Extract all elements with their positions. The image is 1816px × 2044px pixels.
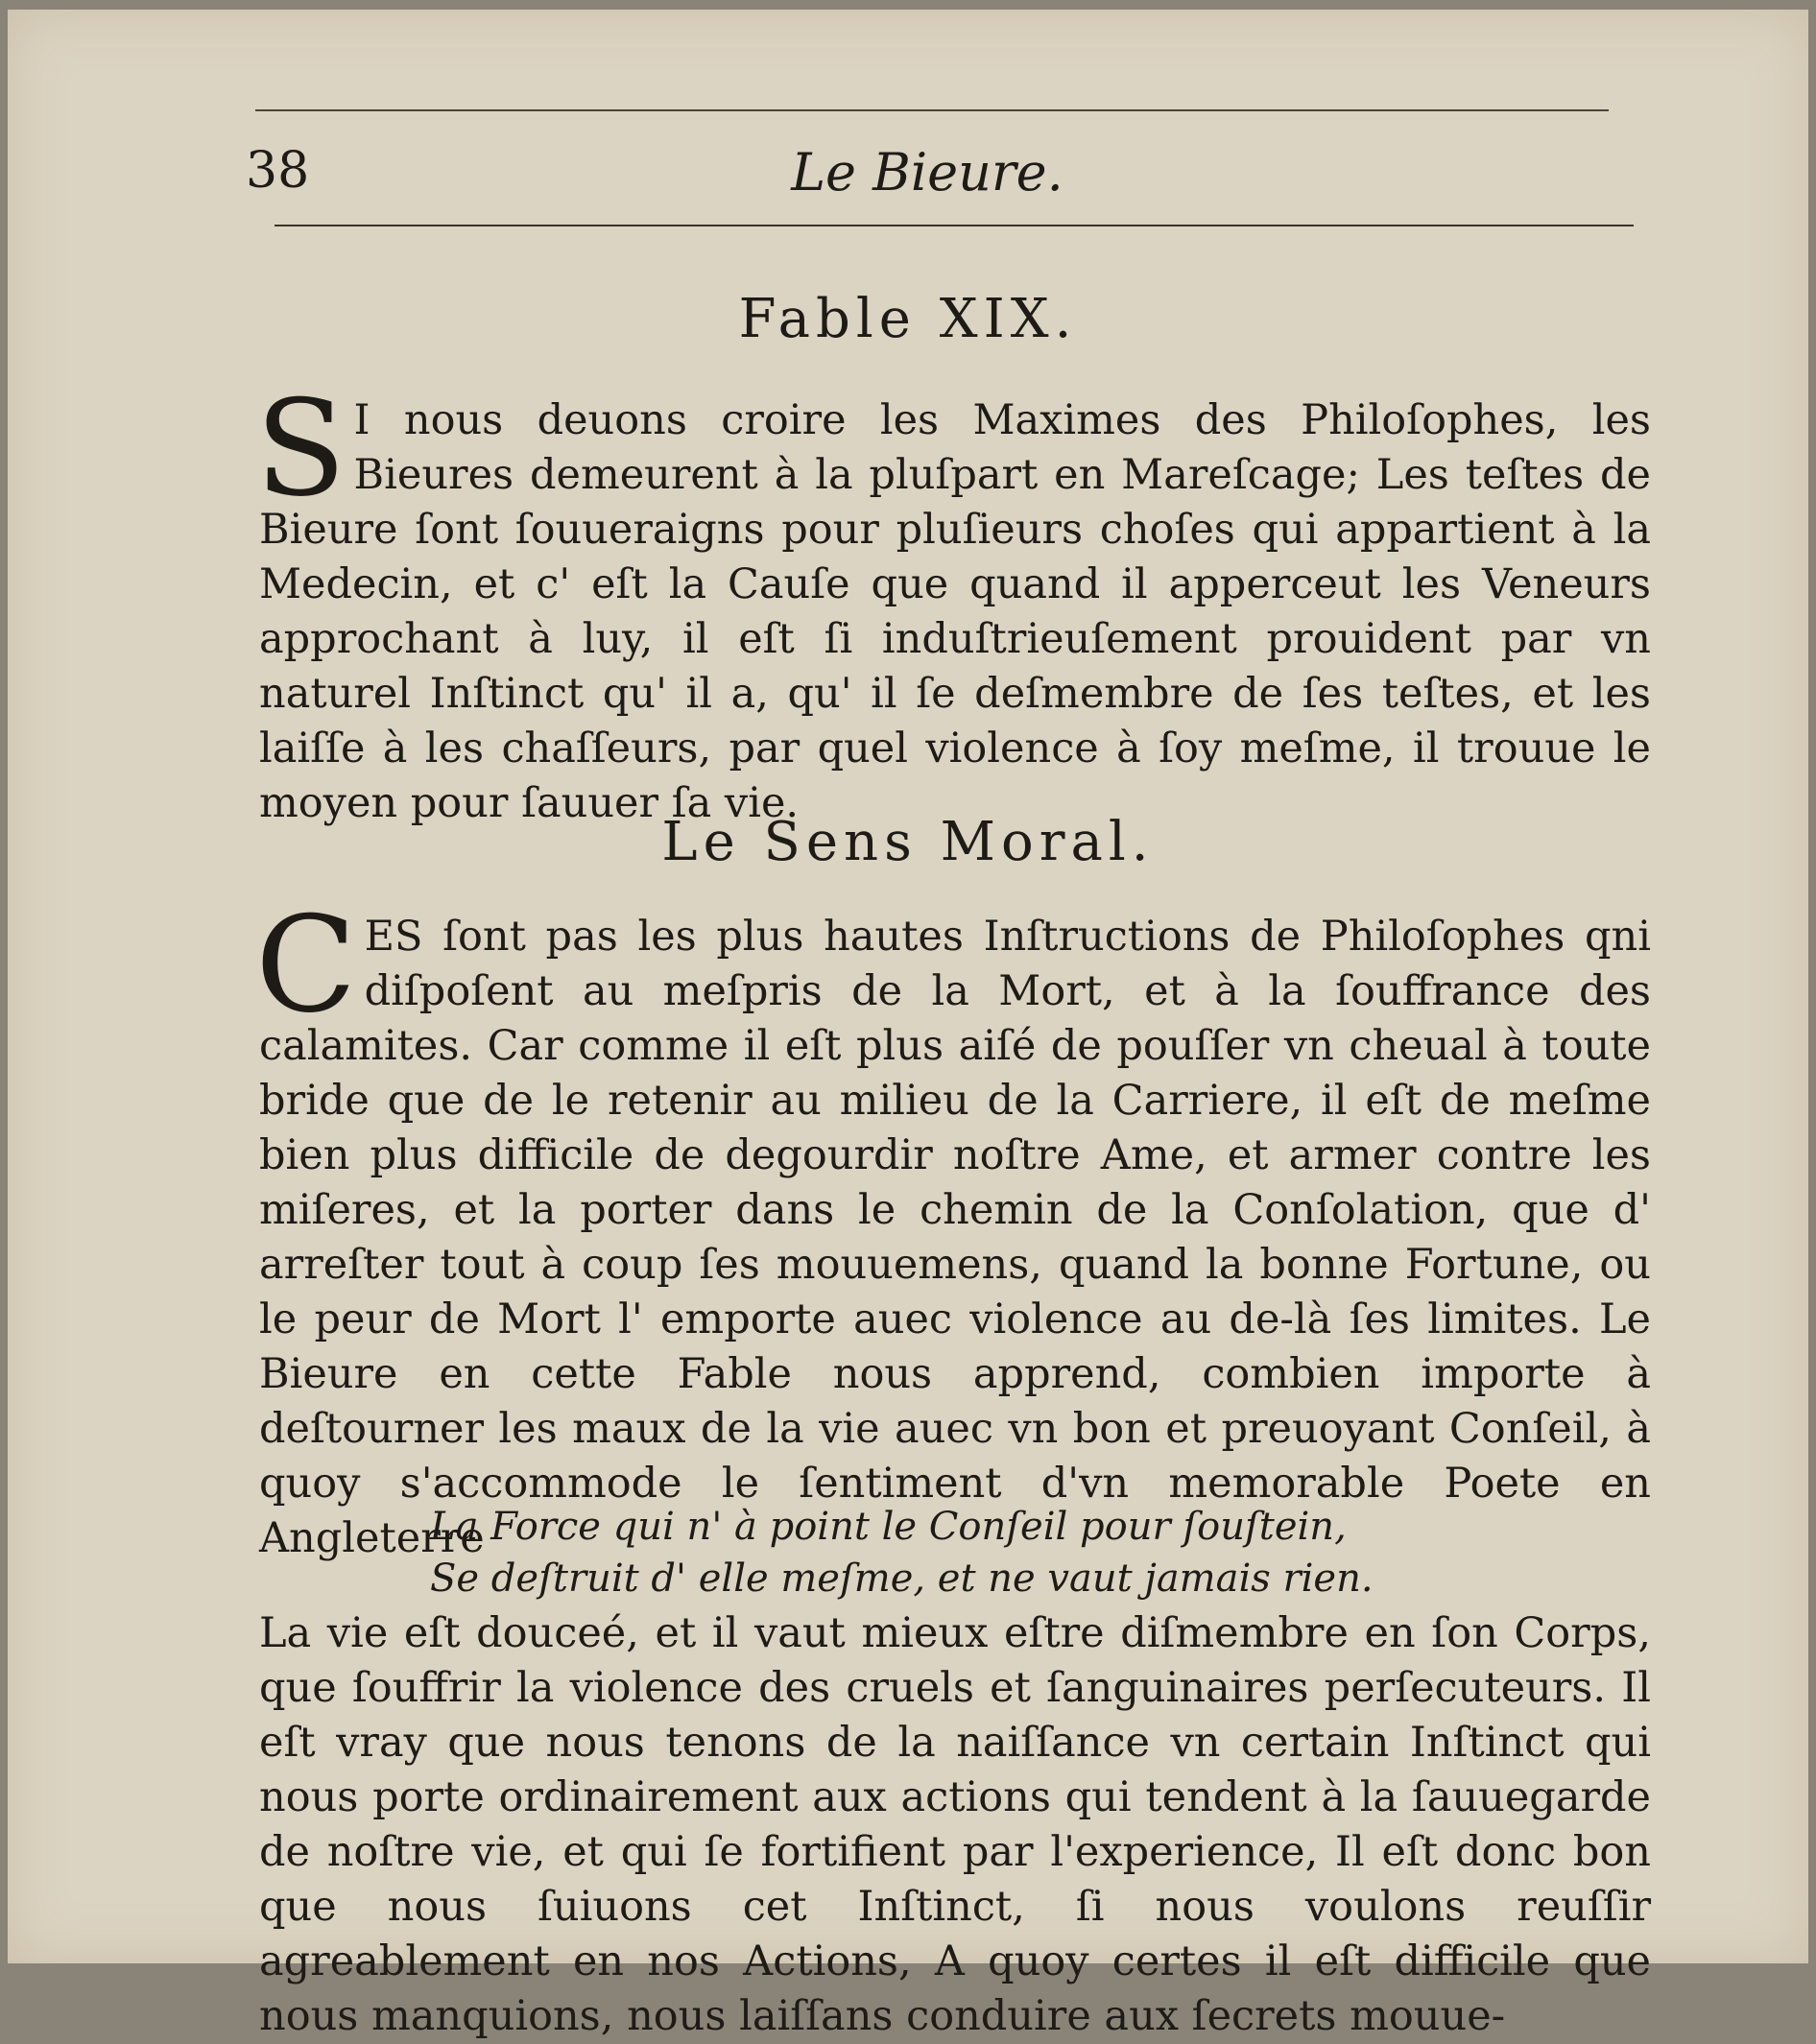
fable-paragraph [255, 371, 1651, 831]
page-number: 38 [246, 142, 310, 200]
header-rule [275, 225, 1634, 226]
dropcap-s: S [255, 371, 346, 526]
verse-line-1: La Force qui n' à point le Conſeil pour ſouſtein, [430, 1505, 1347, 1549]
fable-body: I nous deuons croire les Maximes des Philoſophes, les Bieures demeurent à la pluſpart en Mareſcage; Les teſtes de Bieure ſont ſouueraigns pour pluſieurs choſes qui appartient à la Medecin, et c' eſt la Cauſe que quand il apperceut les Veneurs approchant à luy, il eſt ſi induſtrieuſement prouident par vn naturel Inſtinct qu' il a, qu' il ſe deſmembre de ſes teſtes, et les laiſſe à les chaſſeurs, par quel violence à ſoy meſme, il trouue le moyen pour ſauuer ſa vie. [259, 396, 1651, 827]
running-head: Le Bieure. [791, 142, 1063, 202]
moral-title: Le Sens Moral. [661, 811, 1155, 873]
fable-title: Fable XIX. [738, 288, 1078, 350]
moral-paragraph-continued: La vie eſt douceé, et il vaut mieux eſtre diſmembre en ſon Corps, que ſouffrir la violence des cruels et ſanguinaires perſecuteurs. Il eſt vray que nous tenons de la naiſſance vn certain Inſtinct qui nous porte ordinairement aux actions qui tendent à la ſauuegarde de noſtre vie, et qui ſe fortifient par l'experience, Il eſt donc bon que nous ſuiuons cet Inſtinct, ſi nous voulons reuſſir agreablement en nos Actions, A quoy certes il eſt difficile que nous manquions, nous laiſſans conduire aux ſecrets mouue- [259, 1609, 1651, 2040]
moral-body: ES ſont pas les plus hautes Inſtructions de Philoſophes qni diſpoſent au meſpris de la Mort, et à la ſouffrance des calamites. Car comme il eſt plus aiſé de pouſſer vn cheual à toute bride que de le retenir au milieu de la Carriere, il eſt de meſme bien plus difficile de degourdir noſtre Ame, et armer contre les miſeres, et la porter dans le chemin de la Conſolation, que d' arreſter tout à coup ſes mouuemens, quand la bonne Fortune, ou le peur de Mort l' emporte auec violence au de-là ſes limites. Le Bieure en cette Fable nous apprend, combien importe à deſtourner les maux de la vie auec vn bon et preuoyant Conſeil, à quoy s'accommode le ſentiment d'vn memorable Poete en Angleterre [259, 913, 1651, 1562]
verse-line-2: Se deſtruit d' elle meſme, et ne vaut jamais rien. [430, 1557, 1374, 1601]
top-rule [255, 109, 1609, 111]
dropcap-c: C [255, 888, 357, 1042]
moral-paragraph [255, 888, 1651, 1566]
book-page [8, 10, 1808, 2040]
